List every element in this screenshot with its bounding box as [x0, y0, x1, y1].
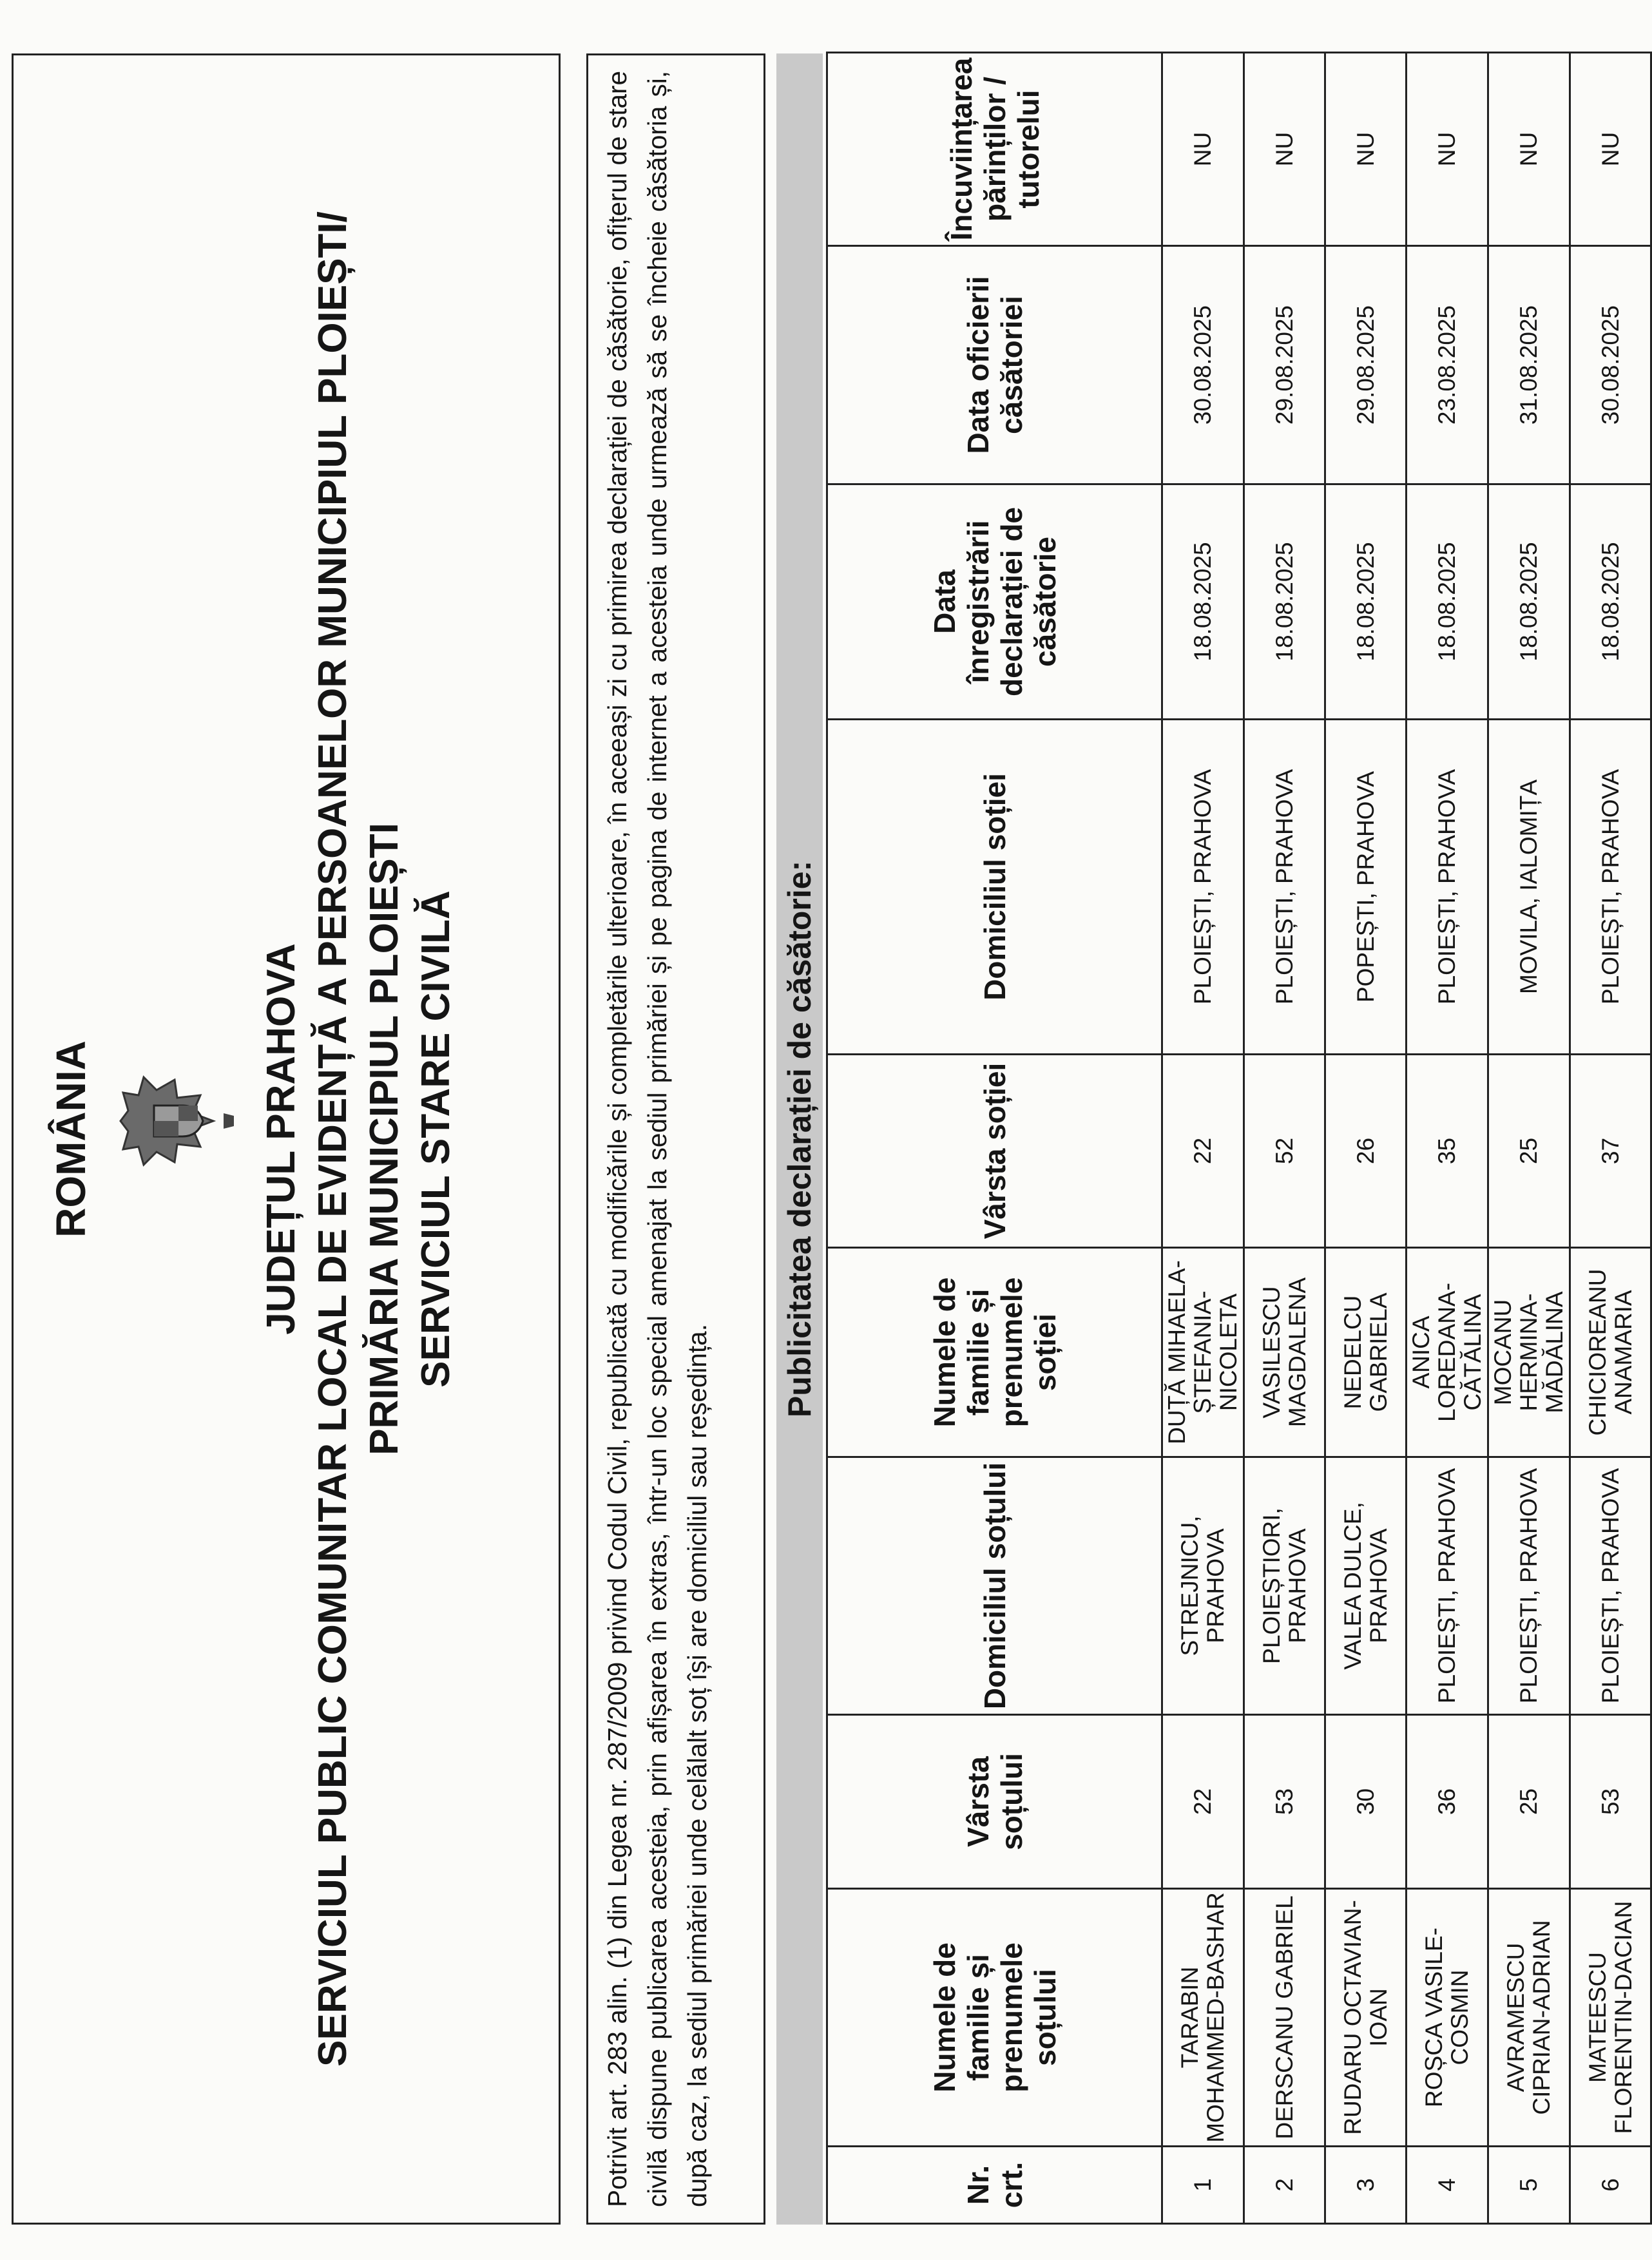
cell-husband-age: 53	[1244, 1715, 1325, 1889]
cell-wife-address: PLOIEȘTI, PRAHOVA	[1570, 720, 1651, 1055]
cell-husband-name: RUDARU OCTAVIAN-IOAN	[1325, 1889, 1407, 2147]
cell-nr: 5	[1488, 2147, 1570, 2224]
cell-marriage-date: 30.08.2025	[1162, 246, 1244, 484]
cell-nr: 2	[1244, 2147, 1325, 2224]
table-row	[1570, 53, 1651, 2224]
cell-husband-name: MATEESCU FLORENTIN-DACIAN	[1570, 1889, 1651, 2147]
cell-husband-name: TARABIN MOHAMMED-BASHAR	[1162, 1889, 1244, 2147]
cell-wife-name: NEDELCU GABRIELA	[1325, 1248, 1407, 1457]
table-row	[1407, 53, 1488, 2224]
cell-husband-address: VALEA DULCE, PRAHOVA	[1325, 1457, 1407, 1715]
cell-nr: 4	[1407, 2147, 1488, 2224]
county-title: JUDEȚUL PRAHOVA	[259, 943, 303, 1335]
cell-husband-address: PLOIEȘTI, PRAHOVA	[1407, 1457, 1488, 1715]
col-header-husband-address: Domiciliul soțului	[827, 1457, 1162, 1715]
declarations-table	[826, 52, 1652, 2225]
cell-wife-address: PLOIEȘTI, PRAHOVA	[1407, 720, 1488, 1055]
col-header-wife-name: Numele de familie și prenumele soției	[827, 1248, 1162, 1457]
cell-registration-date: 18.08.2025	[1325, 484, 1407, 720]
cell-marriage-date: 29.08.2025	[1325, 246, 1407, 484]
cell-registration-date: 18.08.2025	[1488, 484, 1570, 720]
cell-wife-name: DUȚĂ MIHAELA-ȘTEFANIA-NICOLETA	[1162, 1248, 1244, 1457]
cell-registration-date: 18.08.2025	[1570, 484, 1651, 720]
cell-wife-name: MOCANU HERMINA-MĂDĂLINA	[1488, 1248, 1570, 1457]
cell-wife-address: POPEȘTI, PRAHOVA	[1325, 720, 1407, 1055]
col-header-husband-name: Numele de familie și prenumele soțului	[827, 1889, 1162, 2147]
cell-husband-address: PLOIEȘTI, PRAHOVA	[1488, 1457, 1570, 1715]
cell-wife-address: PLOIEȘTI, PRAHOVA	[1162, 720, 1244, 1055]
col-header-nr: Nr. crt.	[827, 2147, 1162, 2224]
cell-wife-age: 26	[1325, 1055, 1407, 1248]
cell-husband-age: 25	[1488, 1715, 1570, 1889]
cell-marriage-date: 23.08.2025	[1407, 246, 1488, 484]
cell-parental-consent: NU	[1407, 53, 1488, 246]
cell-wife-age: 37	[1570, 1055, 1651, 1248]
cell-parental-consent: NU	[1325, 53, 1407, 246]
table-row	[1325, 53, 1407, 2224]
cell-husband-age: 36	[1407, 1715, 1488, 1889]
cell-husband-name: ROȘCA VASILE-COSMIN	[1407, 1889, 1488, 2147]
cell-parental-consent: NU	[1488, 53, 1570, 246]
cell-wife-name: CHICIOREANU ANAMARIA	[1570, 1248, 1651, 1457]
legal-notice: Potrivit art. 283 alin. (1) din Legea nr. 287/2009 privind Codul Civil, republicată cu modificările și completările ulterioare, în aceeași zi cu primirea declarației de căsătorie, ofițerul de stare civilă dispune publicarea acesteia, prin afișarea în extras, într-un loc special amenajat la sediul primăriei și pe pagina de internet a acesteia unde urmează să se încheie căsătoria și, după caz, la sediul primăriei unde celălalt soț își are domiciliul sau reședința.	[586, 53, 765, 2225]
cell-wife-name: ANICA LOREDANA-CĂTĂLINA	[1407, 1248, 1488, 1457]
cell-husband-age: 30	[1325, 1715, 1407, 1889]
cell-husband-age: 53	[1570, 1715, 1651, 1889]
col-header-marriage-date: Data oficierii căsătoriei	[827, 246, 1162, 484]
cell-wife-name: VASILESCU MAGDALENA	[1244, 1248, 1325, 1457]
service-title: SERVICIUL PUBLIC COMUNITAR LOCAL DE EVIDENȚĂ A PERSOANELOR MUNICIPIUL PLOIEȘTI/	[311, 211, 355, 2067]
cell-husband-name: AVRAMESCU CIPRIAN-ADRIAN	[1488, 1889, 1570, 2147]
cell-registration-date: 18.08.2025	[1162, 484, 1244, 720]
mayor-office-title: PRIMĂRIA MUNICIPIUL PLOIEȘTI	[362, 823, 407, 1455]
cell-husband-address: PLOIEȘTI, PRAHOVA	[1570, 1457, 1651, 1715]
cell-wife-address: MOVILA, IALOMIȚA	[1488, 720, 1570, 1055]
cell-marriage-date: 31.08.2025	[1488, 246, 1570, 484]
col-header-wife-address: Domiciliul soției	[827, 720, 1162, 1055]
cell-parental-consent: NU	[1162, 53, 1244, 246]
cell-wife-address: PLOIEȘTI, PRAHOVA	[1244, 720, 1325, 1055]
cell-wife-age: 25	[1488, 1055, 1570, 1248]
col-header-husband-age: Vârsta soțului	[827, 1715, 1162, 1889]
cell-nr: 6	[1570, 2147, 1651, 2224]
cell-husband-age: 22	[1162, 1715, 1244, 1889]
cell-registration-date: 18.08.2025	[1244, 484, 1325, 720]
table-row	[1244, 53, 1325, 2224]
table-row	[1488, 53, 1570, 2224]
cell-nr: 3	[1325, 2147, 1407, 2224]
cell-wife-age: 35	[1407, 1055, 1488, 1248]
department-title: SERVICIUL STARE CIVILĂ	[414, 890, 458, 1388]
col-header-wife-age: Vârsta soției	[827, 1055, 1162, 1248]
table-row	[1162, 53, 1244, 2224]
cell-registration-date: 18.08.2025	[1407, 484, 1488, 720]
cell-parental-consent: NU	[1570, 53, 1651, 246]
col-header-registration-date: Data înregistrării declarației de căsătorie	[827, 484, 1162, 720]
cell-wife-age: 22	[1162, 1055, 1244, 1248]
cell-marriage-date: 30.08.2025	[1570, 246, 1651, 484]
cell-husband-address: STREJNICU, PRAHOVA	[1162, 1457, 1244, 1715]
col-header-parental-consent: Încuviințarea părinților / tutorelui	[827, 53, 1162, 246]
coat-of-arms-icon	[110, 1057, 239, 1185]
cell-husband-address: PLOIEȘTIORI, PRAHOVA	[1244, 1457, 1325, 1715]
cell-wife-age: 52	[1244, 1055, 1325, 1248]
cell-husband-name: DERSCANU GABRIEL	[1244, 1889, 1325, 2147]
cell-parental-consent: NU	[1244, 53, 1325, 246]
cell-nr: 1	[1162, 2147, 1244, 2224]
country-title: ROMÂNIA	[48, 1040, 94, 1238]
cell-marriage-date: 29.08.2025	[1244, 246, 1325, 484]
table-header-row	[827, 53, 1162, 2224]
header-box	[12, 53, 561, 2225]
section-title: Publicitatea declarației de căsătorie:	[776, 53, 823, 2225]
